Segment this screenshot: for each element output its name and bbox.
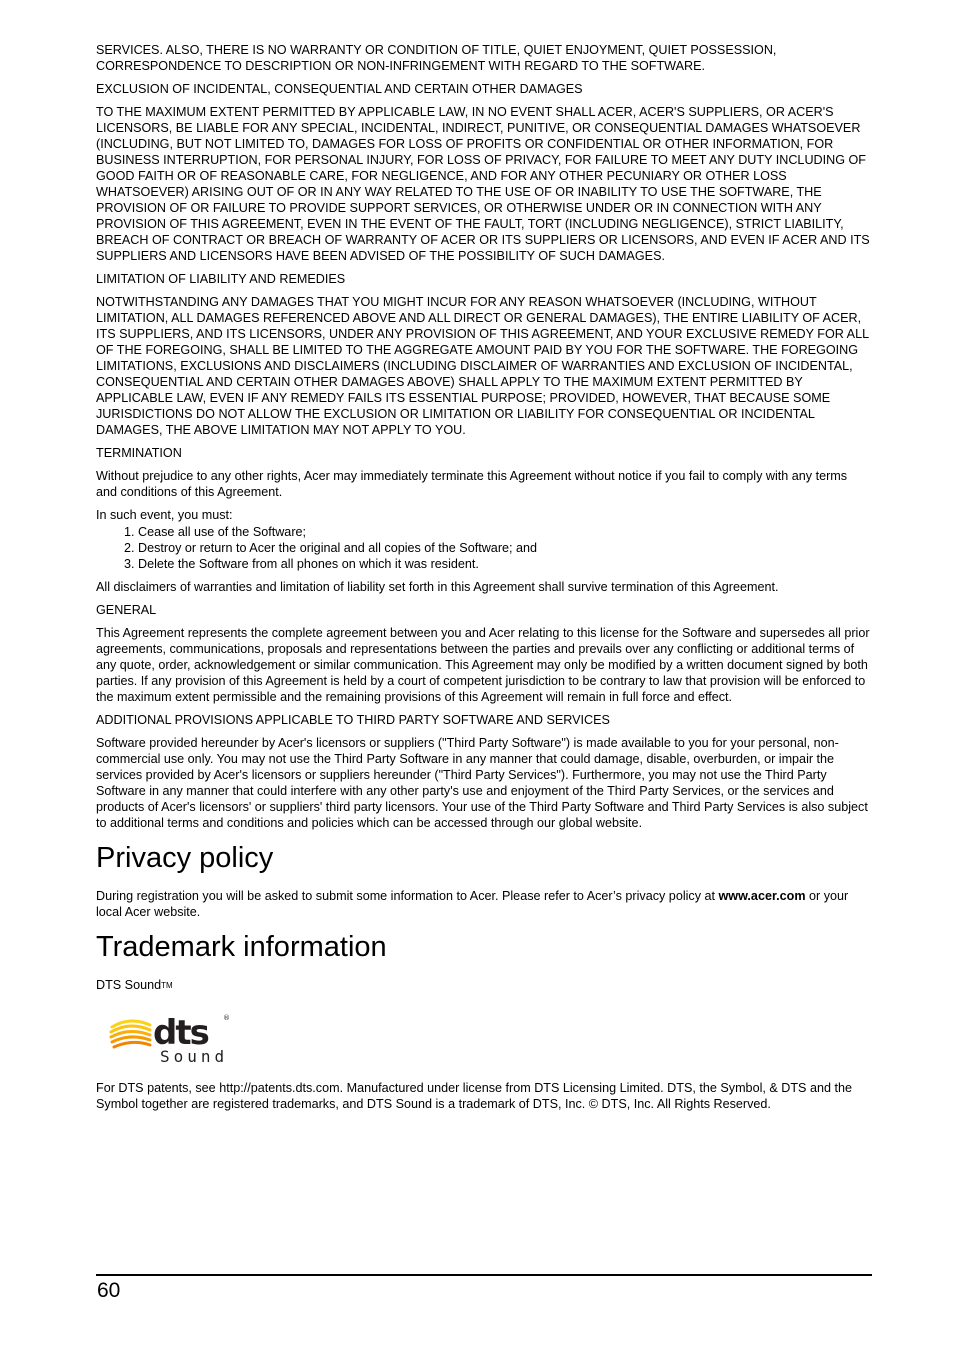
paragraph-such-event: In such event, you must:	[96, 508, 233, 522]
page-number: 60	[97, 1279, 121, 1302]
dts-symbol-icon	[111, 1021, 150, 1047]
paragraph-dts-notice: For DTS patents, see http://patents.dts.com. Manufactured under license from DTS Licensing Limited. DTS, the Symbol, & DTS and the Symbol together are registered trademarks, and DTS Sound is a trademark of DTS, Inc. © DTS, Inc. All Rights Reserved.	[96, 1081, 852, 1111]
paragraph-survive: All disclaimers of warranties and limitation of liability set forth in this Agreement shall survive termination of this Agreement.	[96, 580, 779, 594]
dts-sound-logo	[108, 1011, 232, 1065]
heading-general: GENERAL	[96, 603, 157, 617]
privacy-text-after: or your local Acer website.	[96, 889, 849, 919]
dts-logo-sound-text: Sound	[160, 1047, 229, 1065]
paragraph-additional: Software provided hereunder by Acer's licensors or suppliers ("Third Party Software") is made available to you for your personal, non-commercial use only. You may not use the Third Party Software in any manner that could damage, disable, overburden, or impair the services provided by Acer's licensors or suppliers hereunder ("Third Party Services"). Furthermore, you may not use the Third Party Software in any manner that could interfere with any other party's use and enjoyment of the Third Party Services, or the services and products of Acer's licensors' or suppliers' third party licensors. Your use of the Third Party Software and Third Party Services is also subject to additional terms and conditions and policies which can be accessed through our global website.	[96, 736, 868, 830]
paragraph-termination: Without prejudice to any other rights, Acer may immediately terminate this Agreement without notice if you fail to comply with any terms and conditions of this Agreement.	[96, 469, 848, 499]
dts-label-text: DTS Sound	[96, 978, 162, 992]
privacy-policy-title: Privacy policy	[96, 842, 274, 874]
dts-logo-wordmark: dts	[153, 1013, 208, 1053]
heading-termination: TERMINATION	[96, 446, 182, 460]
paragraph-exclusion: TO THE MAXIMUM EXTENT PERMITTED BY APPLICABLE LAW, IN NO EVENT SHALL ACER, ACER'S SUPPLIERS, OR ACER'S LICENSORS, BE LIABLE FOR ANY SPECIAL, INCIDENTAL, INDIRECT, PUNITIVE, OR CONSEQUENTIAL DAMAGES WHATSOEVER (INCLUDING, BUT NOT LIMITED TO, DAMAGES FOR LOSS OF PROFITS OR CONFIDENTIAL OR OTHER INFORMATION, FOR BUSINESS INTERRUPTION, FOR PERSONAL INJURY, FOR LOSS OF PRIVACY, FOR FAILURE TO MEET ANY DUTY INCLUDING OF GOOD FAITH OR OF REASONABLE CARE, FOR NEGLIGENCE, AND FOR ANY OTHER PECUNIARY OR OTHER LOSS WHATSOEVER) ARISING OUT OF OR IN ANY WAY RELATED TO THE USE OF OR INABILITY TO USE THE SOFTWARE, THE PROVISION OF OR FAILURE TO PROVIDE SUPPORT SERVICES, OR OTHERWISE UNDER OR IN CONNECTION WITH ANY PROVISION OF THIS AGREEMENT, EVEN IN THE EVENT OF THE FAULT, TORT (INCLUDING NEGLIGENCE), STRICT LIABILITY, BREACH OF CONTRACT OR BREACH OF WARRANTY OF ACER OR ITS SUPPLIERS OR LICENSORS, AND EVEN IF ACER AND ITS SUPPLIERS AND LICENSORS HAVE BEEN ADVISED OF THE POSSIBILITY OF SUCH DAMAGES.	[96, 105, 870, 263]
termination-list	[96, 524, 871, 572]
list-item: 3. Delete the Software from all phones on which it was resident.	[138, 556, 871, 572]
trademark-information-title: Trademark information	[96, 931, 387, 963]
registered-mark: ®	[223, 1014, 230, 1022]
heading-limitation: LIMITATION OF LIABILITY AND REMEDIES	[96, 272, 346, 286]
paragraph-limitation: NOTWITHSTANDING ANY DAMAGES THAT YOU MIGHT INCUR FOR ANY REASON WHATSOEVER (INCLUDING, WITHOUT LIMITATION, ALL DAMAGES REFERENCED ABOVE AND ALL DIRECT OR GENERAL DAMAGES), THE ENTIRE LIABILITY OF ACER, ITS SUPPLIERS, AND ITS LICENSORS, UNDER ANY PROVISION OF THIS AGREEMENT, AND YOUR EXCLUSIVE REMEDY FOR ALL OF THE FOREGOING, SHALL BE LIMITED TO THE AGGREGATE AMOUNT PAID BY YOU FOR THE SOFTWARE. THE FOREGOING LIMITATIONS, EXCLUSIONS AND DISCLAIMERS (INCLUDING DISCLAIMER OF WARRANTIES AND EXCLUSION OF INCIDENTAL, CONSEQUENTIAL AND CERTAIN OTHER DAMAGES ABOVE) SHALL APPLY TO THE MAXIMUM EXTENT PERMITTED BY APPLICABLE LAW, EVEN IF ANY REMEDY FAILS ITS ESSENTIAL PURPOSE; PROVIDED, HOWEVER, THAT BECAUSE SOME JURISDICTIONS DO NOT ALLOW THE EXCLUSION OR LIMITATION OR LIABILITY FOR CONSEQUENTIAL OR INCIDENTAL DAMAGES, THE ABOVE LIMITATION MAY NOT APPLY TO YOU.	[96, 295, 869, 437]
acer-website-link[interactable]: www.acer.com	[718, 889, 806, 903]
tm-mark: TM	[161, 981, 173, 990]
heading-additional: ADDITIONAL PROVISIONS APPLICABLE TO THIRD PARTY SOFTWARE AND SERVICES	[96, 713, 610, 727]
footer-divider	[96, 1274, 872, 1276]
document-body	[96, 42, 871, 1119]
paragraph-privacy	[96, 888, 871, 920]
dts-sound-label	[96, 977, 871, 994]
paragraph-warranty-tail: SERVICES. ALSO, THERE IS NO WARRANTY OR CONDITION OF TITLE, QUIET ENJOYMENT, QUIET POSSESSION, CORRESPONDENCE TO DESCRIPTION OR NON-INFRINGEMENT WITH REGARD TO THE SOFTWARE.	[96, 43, 777, 73]
list-item: 2. Destroy or return to Acer the original and all copies of the Software; and	[138, 540, 871, 556]
privacy-text-before: During registration you will be asked to submit some information to Acer. Please refer to Acer’s privacy policy at	[96, 889, 719, 903]
heading-exclusion: EXCLUSION OF INCIDENTAL, CONSEQUENTIAL AND CERTAIN OTHER DAMAGES	[96, 82, 583, 96]
paragraph-general: This Agreement represents the complete agreement between you and Acer relating to this license for the Software and supersedes all prior agreements, communications, proposals and representations between the parties and prevails over any conflicting or additional terms of any quote, order, acknowledgement or similar communication. This Agreement may only be modified by a written document signed by both parties. If any provision of this Agreement is held by a court of competent jurisdiction to be contrary to law that provision will be enforced to the maximum extent permissible and the remaining provisions of this Agreement will remain in full force and effect.	[96, 626, 870, 704]
list-item: 1. Cease all use of the Software;	[138, 524, 871, 540]
